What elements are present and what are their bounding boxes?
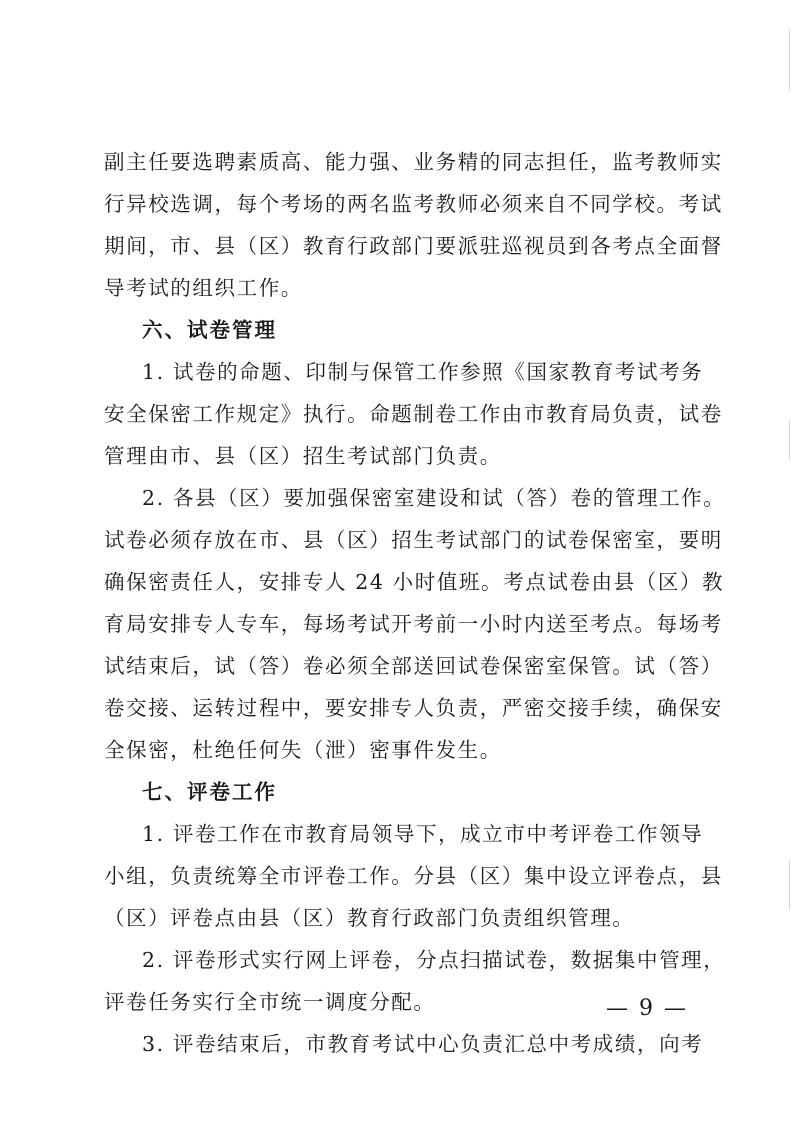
paragraph-line: 试卷必须存放在市、县（区）招生考试部门的试卷保密室，要明 xyxy=(104,528,723,552)
scan-edge-mark xyxy=(789,860,790,910)
paragraph-line: 小组，负责统筹全市评卷工作。分县（区）集中设立评卷点，县 xyxy=(104,864,723,888)
page-number: — 9 — xyxy=(606,996,688,1021)
paragraph-line: 2. 评卷形式实行网上评卷，分点扫描试卷，数据集中管理， xyxy=(142,948,726,972)
scan-edge-mark xyxy=(789,420,790,460)
paragraph-line: 全保密，杜绝任何失（泄）密事件发生。 xyxy=(104,738,502,762)
paragraph-line: 1. 评卷工作在市教育局领导下，成立市中考评卷工作领导 xyxy=(142,822,704,846)
paragraph-line: 育局安排专人专车，每场考试开考前一小时内送至考点。每场考 xyxy=(104,612,723,636)
paragraph-line: 副主任要选聘素质高、能力强、业务精的同志担任，监考教师实 xyxy=(104,150,723,174)
section-heading-7: 七、评卷工作 xyxy=(142,780,277,804)
scan-edge-mark xyxy=(789,30,790,90)
paragraph-line: 导考试的组织工作。 xyxy=(104,276,303,300)
paragraph-line: （区）评卷点由县（区）教育行政部门负责组织管理。 xyxy=(104,906,635,930)
paragraph-line: 确保密责任人，安排专人 24 小时值班。考点试卷由县（区）教 xyxy=(104,570,725,594)
paragraph-line: 1. 试卷的命题、印制与保管工作参照《国家教育考试考务 xyxy=(142,360,704,384)
paragraph-line: 期间，市、县（区）教育行政部门要派驻巡视员到各考点全面督 xyxy=(104,234,723,258)
paragraph-line: 卷交接、运转过程中，要安排专人负责，严密交接手续，确保安 xyxy=(104,696,723,720)
paragraph-line: 3. 评卷结束后，市教育考试中心负责汇总中考成绩，向考 xyxy=(142,1032,704,1056)
paragraph-line: 试结束后，试（答）卷必须全部送回试卷保密室保管。试（答） xyxy=(104,654,723,678)
section-heading-6: 六、试卷管理 xyxy=(142,318,277,342)
paragraph-line: 安全保密工作规定》执行。命题制卷工作由市教育局负责，试卷 xyxy=(104,402,723,426)
paragraph-line: 行异校选调，每个考场的两名监考教师必须来自不同学校。考试 xyxy=(104,192,723,216)
paragraph-line: 2. 各县（区）要加强保密室建设和试（答）卷的管理工作。 xyxy=(142,486,726,510)
paragraph-line: 评卷任务实行全市统一调度分配。 xyxy=(104,990,436,1014)
paragraph-line: 管理由市、县（区）招生考试部门负责。 xyxy=(104,444,502,468)
